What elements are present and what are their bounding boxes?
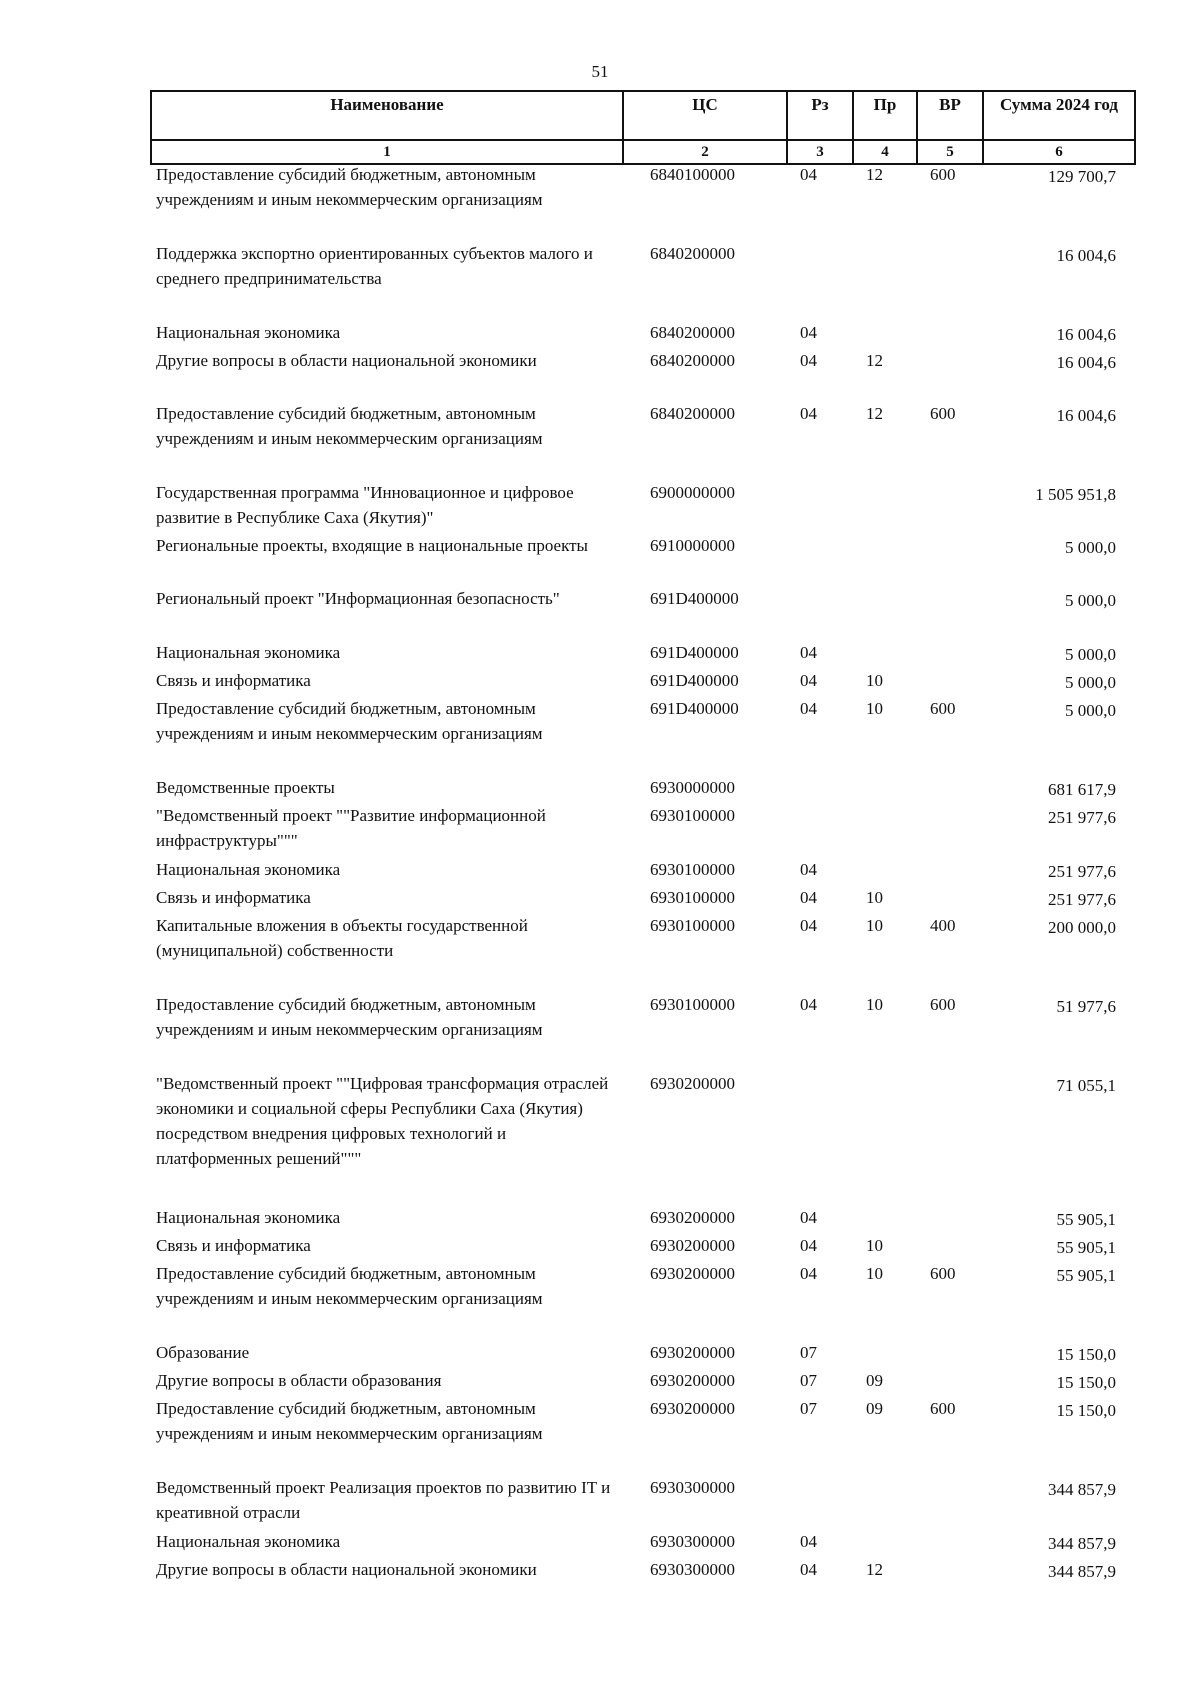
row-cs: 6930100000: [650, 806, 735, 825]
row-cs: 6900000000: [650, 483, 735, 502]
row-rz: 04: [800, 699, 817, 718]
row-name: Связь и информатика: [156, 888, 311, 907]
row-sum: 15 150,0: [1056, 1373, 1116, 1392]
row-rz: 04: [800, 671, 817, 690]
row-cs: 6840100000: [650, 165, 735, 184]
row-pr: 12: [866, 165, 883, 184]
row-cs: 6930300000: [650, 1560, 735, 1579]
row-pr: 12: [866, 351, 883, 370]
row-name: Предоставление субсидий бюджетным, автономным учреждениям и иным некоммерческим организациям: [156, 404, 543, 448]
row-name: Предоставление субсидий бюджетным, автономным учреждениям и иным некоммерческим организациям: [156, 995, 543, 1039]
row-sum: 5 000,0: [1065, 538, 1116, 557]
row-name: Капитальные вложения в объекты государственной (муниципальной) собственности: [156, 916, 528, 960]
row-cs: 6930300000: [650, 1478, 735, 1497]
row-pr: 10: [866, 995, 883, 1014]
row-cs: 6930200000: [650, 1264, 735, 1283]
row-pr: 10: [866, 916, 883, 935]
row-sum: 200 000,0: [1048, 918, 1116, 937]
row-name: Региональные проекты, входящие в национальные проекты: [156, 536, 588, 555]
row-sum: 5 000,0: [1065, 673, 1116, 692]
row-cs: 6930100000: [650, 916, 735, 935]
row-sum: 344 857,9: [1048, 1480, 1116, 1499]
row-vr: 600: [930, 995, 956, 1014]
row-name: Национальная экономика: [156, 323, 341, 342]
row-rz: 04: [800, 888, 817, 907]
row-name: Ведомственные проекты: [156, 778, 335, 797]
row-sum: 51 977,6: [1056, 997, 1116, 1016]
row-rz: 04: [800, 351, 817, 370]
row-sum: 5 000,0: [1065, 591, 1116, 610]
row-sum: 251 977,6: [1048, 862, 1116, 881]
row-cs: 6930200000: [650, 1371, 735, 1390]
row-pr: 10: [866, 888, 883, 907]
row-pr: 12: [866, 1560, 883, 1579]
row-cs: 6840200000: [650, 244, 735, 263]
row-name: "Ведомственный проект ""Развитие информационной инфраструктуры""": [156, 806, 546, 850]
row-name: Предоставление субсидий бюджетным, автономным учреждениям и иным некоммерческим организациям: [156, 1264, 543, 1308]
row-cs: 6840200000: [650, 404, 735, 423]
header-name: Наименование: [151, 91, 623, 140]
row-sum: 15 150,0: [1056, 1401, 1116, 1420]
row-pr: 09: [866, 1399, 883, 1418]
row-vr: 600: [930, 1399, 956, 1418]
row-pr: 10: [866, 1264, 883, 1283]
row-sum: 16 004,6: [1056, 325, 1116, 344]
row-name: "Ведомственный проект ""Цифровая трансформация отраслей экономики и социальной сферы Республики Саха (Якутия) посредством внедрения цифровых технологий и платформенных решений""": [156, 1074, 609, 1168]
row-cs: 6930200000: [650, 1236, 735, 1255]
row-rz: 07: [800, 1343, 817, 1362]
row-cs: 6930200000: [650, 1399, 735, 1418]
row-cs: 6840200000: [650, 323, 735, 342]
row-name: Национальная экономика: [156, 1208, 341, 1227]
row-name: Образование: [156, 1343, 250, 1362]
row-rz: 04: [800, 165, 817, 184]
row-name: Другие вопросы в области образования: [156, 1371, 442, 1390]
header-pr: Пр: [853, 91, 917, 140]
row-cs: 6930300000: [650, 1532, 735, 1551]
row-rz: 07: [800, 1371, 817, 1390]
row-sum: 16 004,6: [1056, 246, 1116, 265]
row-name: Государственная программа "Инновационное и цифровое развитие в Республике Саха (Якутия)": [156, 483, 574, 527]
row-pr: 10: [866, 699, 883, 718]
row-rz: 04: [800, 1560, 817, 1579]
row-rz: 04: [800, 916, 817, 935]
row-sum: 55 905,1: [1056, 1238, 1116, 1257]
row-sum: 251 977,6: [1048, 890, 1116, 909]
row-rz: 04: [800, 1532, 817, 1551]
row-rz: 04: [800, 404, 817, 423]
row-cs: 691D400000: [650, 699, 739, 718]
row-cs: 691D400000: [650, 589, 739, 608]
page-number: 51: [591, 62, 609, 81]
row-name: Другие вопросы в области национальной экономики: [156, 1560, 537, 1579]
row-name: Предоставление субсидий бюджетным, автономным учреждениям и иным некоммерческим организациям: [156, 1399, 543, 1443]
row-sum: 55 905,1: [1056, 1210, 1116, 1229]
row-sum: 1 505 951,8: [1035, 485, 1116, 504]
row-cs: 6930200000: [650, 1208, 735, 1227]
row-name: Поддержка экспортно ориентированных субъектов малого и среднего предпринимательства: [156, 244, 593, 288]
row-rz: 04: [800, 860, 817, 879]
row-name: Национальная экономика: [156, 1532, 341, 1551]
col-number: 3: [787, 140, 853, 164]
row-sum: 16 004,6: [1056, 353, 1116, 372]
row-name: Связь и информатика: [156, 1236, 311, 1255]
row-cs: 691D400000: [650, 671, 739, 690]
row-cs: 6930000000: [650, 778, 735, 797]
row-name: Национальная экономика: [156, 860, 341, 879]
col-number: 2: [623, 140, 787, 164]
row-cs: 6930200000: [650, 1343, 735, 1362]
col-number: 6: [983, 140, 1135, 164]
row-sum: 344 857,9: [1048, 1562, 1116, 1581]
row-cs: 6840200000: [650, 351, 735, 370]
row-vr: 600: [930, 699, 956, 718]
row-vr: 600: [930, 404, 956, 423]
row-sum: 15 150,0: [1056, 1345, 1116, 1364]
row-name: Связь и информатика: [156, 671, 311, 690]
header-sum: Сумма 2024 год: [983, 91, 1135, 140]
row-pr: 09: [866, 1371, 883, 1390]
row-name: Ведомственный проект Реализация проектов по развитию IT и креативной отрасли: [156, 1478, 611, 1522]
row-sum: 5 000,0: [1065, 645, 1116, 664]
row-name: Региональный проект "Информационная безопасность": [156, 589, 560, 608]
row-cs: 6930100000: [650, 888, 735, 907]
row-sum: 681 617,9: [1048, 780, 1116, 799]
row-sum: 55 905,1: [1056, 1266, 1116, 1285]
row-sum: 251 977,6: [1048, 808, 1116, 827]
col-number: 4: [853, 140, 917, 164]
header-rz: Рз: [787, 91, 853, 140]
row-sum: 16 004,6: [1056, 406, 1116, 425]
row-rz: 04: [800, 1264, 817, 1283]
row-vr: 600: [930, 165, 956, 184]
header-vr: ВР: [917, 91, 983, 140]
row-rz: 04: [800, 1236, 817, 1255]
col-number: 5: [917, 140, 983, 164]
row-pr: 10: [866, 1236, 883, 1255]
row-sum: 71 055,1: [1056, 1076, 1116, 1095]
row-rz: 04: [800, 643, 817, 662]
row-sum: 344 857,9: [1048, 1534, 1116, 1553]
row-name: Предоставление субсидий бюджетным, автономным учреждениям и иным некоммерческим организациям: [156, 165, 543, 209]
row-cs: 6930200000: [650, 1074, 735, 1093]
row-cs: 691D400000: [650, 643, 739, 662]
row-pr: 12: [866, 404, 883, 423]
row-name: Предоставление субсидий бюджетным, автономным учреждениям и иным некоммерческим организациям: [156, 699, 543, 743]
col-number: 1: [151, 140, 623, 164]
header-cs: ЦС: [623, 91, 787, 140]
row-cs: 6930100000: [650, 995, 735, 1014]
row-rz: 04: [800, 323, 817, 342]
row-rz: 07: [800, 1399, 817, 1418]
row-vr: 400: [930, 916, 956, 935]
row-name: Национальная экономика: [156, 643, 341, 662]
row-name: Другие вопросы в области национальной экономики: [156, 351, 537, 370]
row-vr: 600: [930, 1264, 956, 1283]
row-cs: 6910000000: [650, 536, 735, 555]
row-rz: 04: [800, 995, 817, 1014]
row-sum: 5 000,0: [1065, 701, 1116, 720]
row-pr: 10: [866, 671, 883, 690]
row-rz: 04: [800, 1208, 817, 1227]
row-sum: 129 700,7: [1048, 167, 1116, 186]
row-cs: 6930100000: [650, 860, 735, 879]
